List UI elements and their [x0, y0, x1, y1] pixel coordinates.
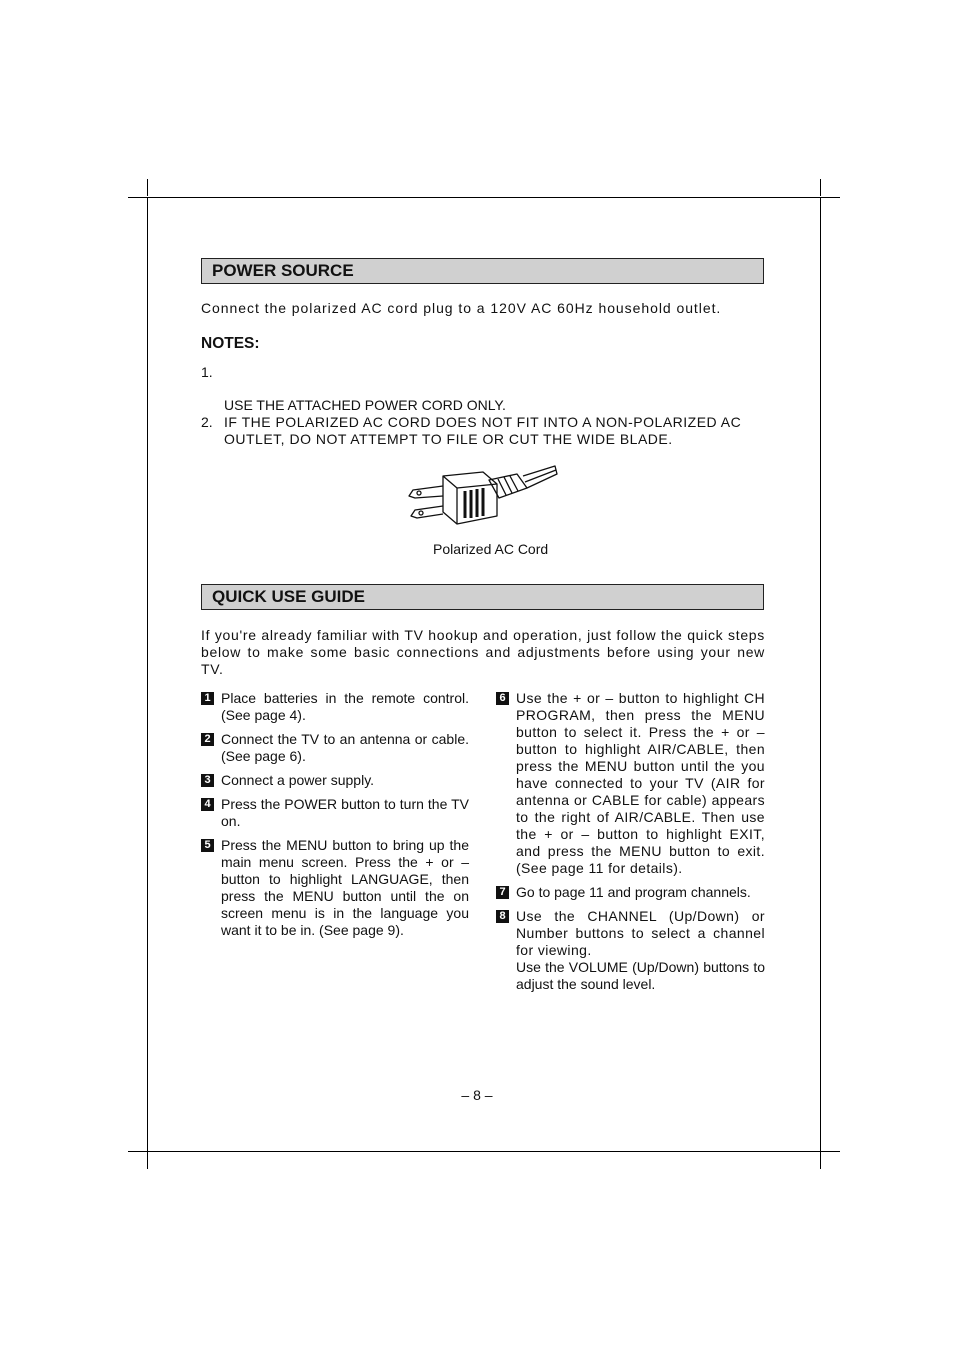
polarized-plug-illustration	[405, 462, 565, 534]
step-text: Connect the TV to an antenna or cable. (See page 6).	[221, 731, 469, 764]
crop-mark	[820, 1152, 821, 1169]
step-text: Go to page 11 and program channels.	[516, 884, 751, 900]
quick-use-guide-intro: If you're already familiar with TV hookup and operation, just follow the quick steps below to make some basic connections and adjustments before using your new TV.	[201, 627, 765, 677]
figure-caption: Polarized AC Cord	[433, 541, 549, 557]
crop-mark	[147, 1152, 148, 1169]
step-item	[496, 690, 765, 877]
page-number: – 8 –	[461, 1087, 493, 1103]
step-text: Place batteries in the remote control. (See page 4).	[221, 690, 469, 723]
note-2-line-2: OUTLET, DO NOT ATTEMPT TO FILE OR CUT THE WIDE BLADE.	[224, 431, 673, 447]
note-1-number: 1.	[201, 364, 213, 380]
crop-mark	[821, 1151, 840, 1152]
frame-left-line	[147, 197, 148, 1152]
step-number-badge: 2	[201, 733, 214, 746]
step-text-continued: Use the VOLUME (Up/Down) buttons to adjust the sound level.	[516, 959, 765, 992]
step-text: Press the POWER button to turn the TV on.	[221, 796, 469, 829]
frame-right-line	[820, 197, 821, 1152]
power-source-header: POWER SOURCE	[201, 258, 764, 284]
step-text: Use the + or – button to highlight CH PROGRAM, then press the MENU button to select it. Press the + or – button to highlight AIR/CABLE, then press the MENU button until the you have connected to your TV (AIR for antenna or CABLE for cable) appears to the right of AIR/CABLE. Then use the + or – button to highlight EXIT, and press the MENU button to exit. (See page 11 for details).	[516, 690, 765, 876]
crop-mark	[821, 197, 840, 198]
step-number-badge: 3	[201, 774, 214, 787]
step-item	[201, 731, 469, 765]
step-item	[496, 884, 765, 901]
step-number-badge: 1	[201, 692, 214, 705]
step-item	[201, 837, 469, 939]
step-text: Press the MENU button to bring up the main menu screen. Press the + or – button to highlight LANGUAGE, then press the MENU button until the on screen menu is in the language you want it to be in. (See page 9).	[221, 837, 469, 938]
steps-left-column	[201, 690, 469, 946]
steps-right-column	[496, 690, 765, 1000]
step-item	[496, 908, 765, 993]
quick-use-guide-header: QUICK USE GUIDE	[201, 584, 764, 610]
note-2-number: 2.	[201, 414, 213, 430]
step-number-badge: 8	[496, 910, 509, 923]
step-item	[201, 690, 469, 724]
step-number-badge: 5	[201, 839, 214, 852]
frame-bottom-line	[147, 1151, 821, 1152]
crop-mark	[820, 179, 821, 196]
note-2-line-1: IF THE POLARIZED AC CORD DOES NOT FIT INTO A NON-POLARIZED AC	[224, 414, 742, 430]
step-number-badge: 6	[496, 692, 509, 705]
step-item	[201, 796, 469, 830]
step-text: Connect a power supply.	[221, 772, 375, 788]
step-number-badge: 7	[496, 886, 509, 899]
crop-mark	[128, 197, 147, 198]
step-item	[201, 772, 469, 789]
crop-mark	[128, 1151, 147, 1152]
note-1-text: USE THE ATTACHED POWER CORD ONLY.	[224, 397, 506, 413]
step-number-badge: 4	[201, 798, 214, 811]
notes-title: NOTES:	[201, 335, 260, 352]
power-source-intro: Connect the polarized AC cord plug to a 120V AC 60Hz household outlet.	[201, 300, 722, 316]
step-text: Use the CHANNEL (Up/Down) or Number buttons to select a channel for viewing.	[516, 908, 765, 958]
crop-mark	[147, 179, 148, 196]
frame-top-line	[147, 197, 821, 198]
